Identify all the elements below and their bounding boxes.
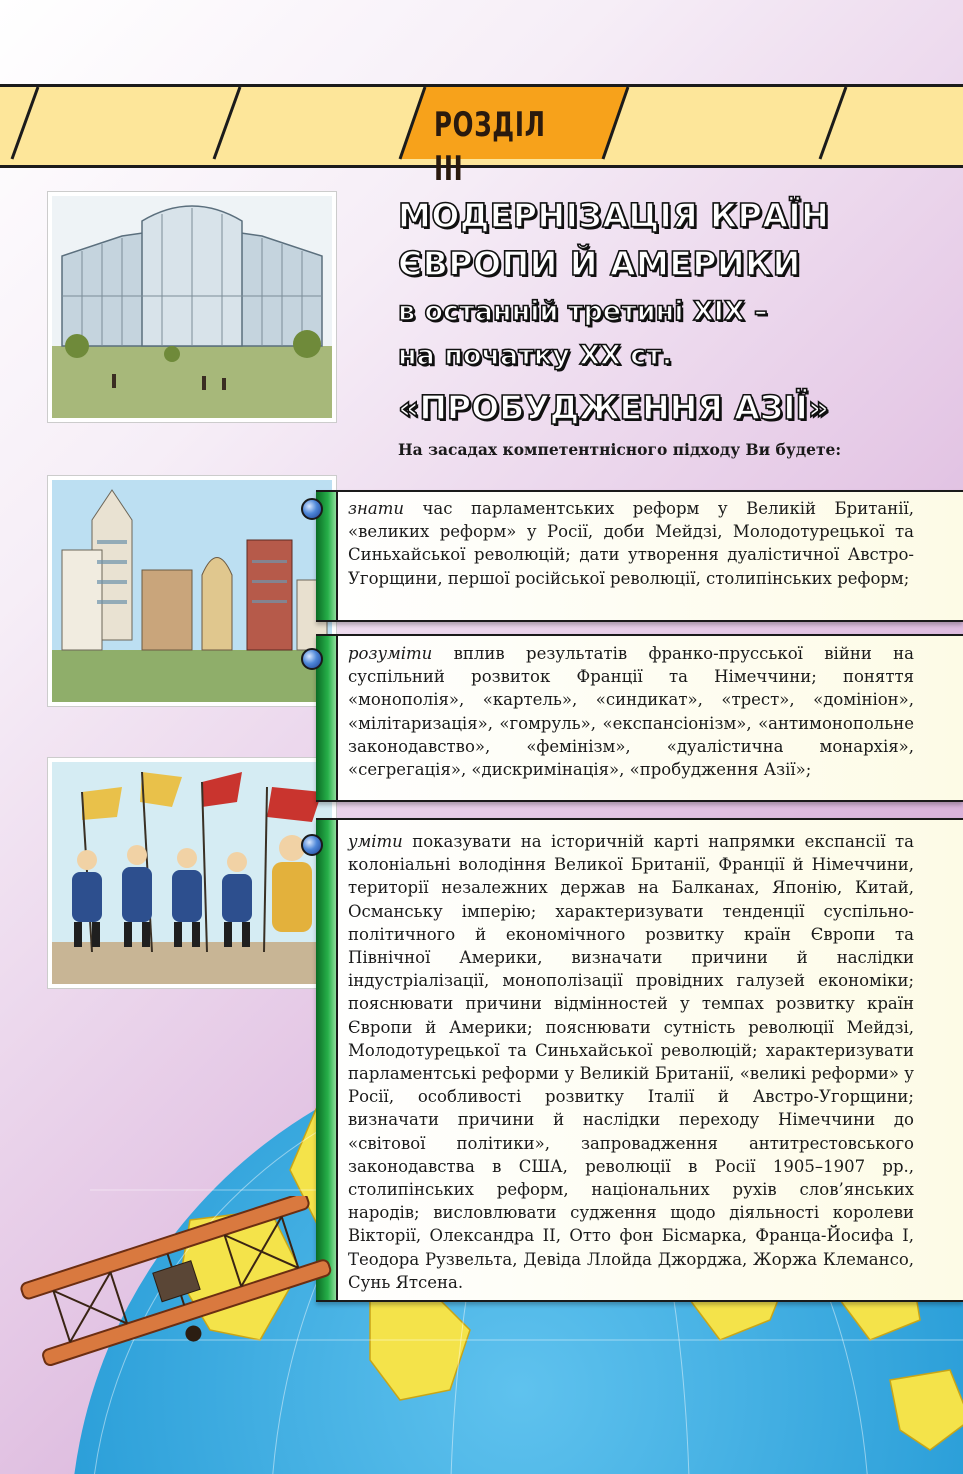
competence-body: показувати на історичній карті напрямки експансії та колоніальні володіння Великої Британії, Франції й Німеччини, території незалежних держав на Балканах, Японію, Китай, Османську імперію; характеризувати тенденції суспільно-політичного й економічного розвитку країн Європи та Північної Америки, визначати причини й наслідки індустріалізації, монополізації провідних галузей економіки; пояснювати причини відмінностей у темпах розвитку країн Європи й Америки; пояснювати сутність революції Мейдзі, Молодотурецької та Синьхайської революцій; характеризувати парламентські реформи у Великій Британії, «великі реформи» у Росії, особливості розвитку Італії й Австро-Угорщини; визначати причини й наслідки переходу Німеччини до «світової політики», запровадження антитрестовського законодавства в США, революції в Росії 1905–1907 рр., столипінських реформ, національних рухів слов’янських народів; висловлювати судження щодо діяльності королеви Вікторії, Олександра II, Отто фон Бісмарка, Франца-Йосифа I, Теодора Рузвельта, Девіда Ллойда Джорджа, Жоржа Клемансо, Сунь Ятсена. (348, 832, 914, 1292)
bullet-icon (301, 834, 323, 856)
title-line-2: ЄВРОПИ Й АМЕРИКИ (398, 244, 801, 283)
competence-text-know (348, 497, 914, 590)
intro-text: На засадах компетентнісного підходу Ви будете: (398, 440, 842, 459)
bullet-icon (301, 648, 323, 670)
new-york-skyline-image (48, 476, 336, 706)
title-line-4: на початку XX ст. (398, 340, 673, 371)
competence-text-skills (348, 830, 914, 1294)
competence-body: час парламентських реформ у Великій Британії, «великих реформ» у Росії, доби Мейдзі, Молодотурецької та Синьхайської революцій; дати утворення дуалістичної Австро-Угорщини, першої російської революції, столипінських реформ; (348, 499, 914, 588)
bullet-icon (301, 498, 323, 520)
chinese-soldiers-image (48, 758, 336, 988)
competence-text-understand (348, 642, 914, 781)
title-line-1: МОДЕРНІЗАЦІЯ КРАЇН (398, 196, 830, 235)
competence-keyword: розуміти (348, 644, 433, 663)
title-line-5: «ПРОБУДЖЕННЯ АЗІЇ» (398, 388, 830, 427)
crystal-palace-image (48, 192, 336, 422)
biplane-image (18, 1196, 338, 1380)
title-line-3: в останній третині XIX – (398, 296, 768, 327)
section-label: РОЗДІЛ III (434, 105, 546, 189)
competence-body: вплив результатів франко-прусської війни на суспільний розвиток Франції та Німеччини; поняття «монополія», «картель», «синдикат», «трест», «домініон», «мілітаризація», «гомруль», «експансіонізм», «антимонопольне законодавство», «фемінізм», «дуалістична монархія», «сегрегація», «дискримінація», «пробудження Азії»; (348, 644, 914, 780)
competence-keyword: уміти (348, 832, 403, 851)
competence-keyword: знати (348, 499, 404, 518)
section-banner (0, 84, 963, 189)
